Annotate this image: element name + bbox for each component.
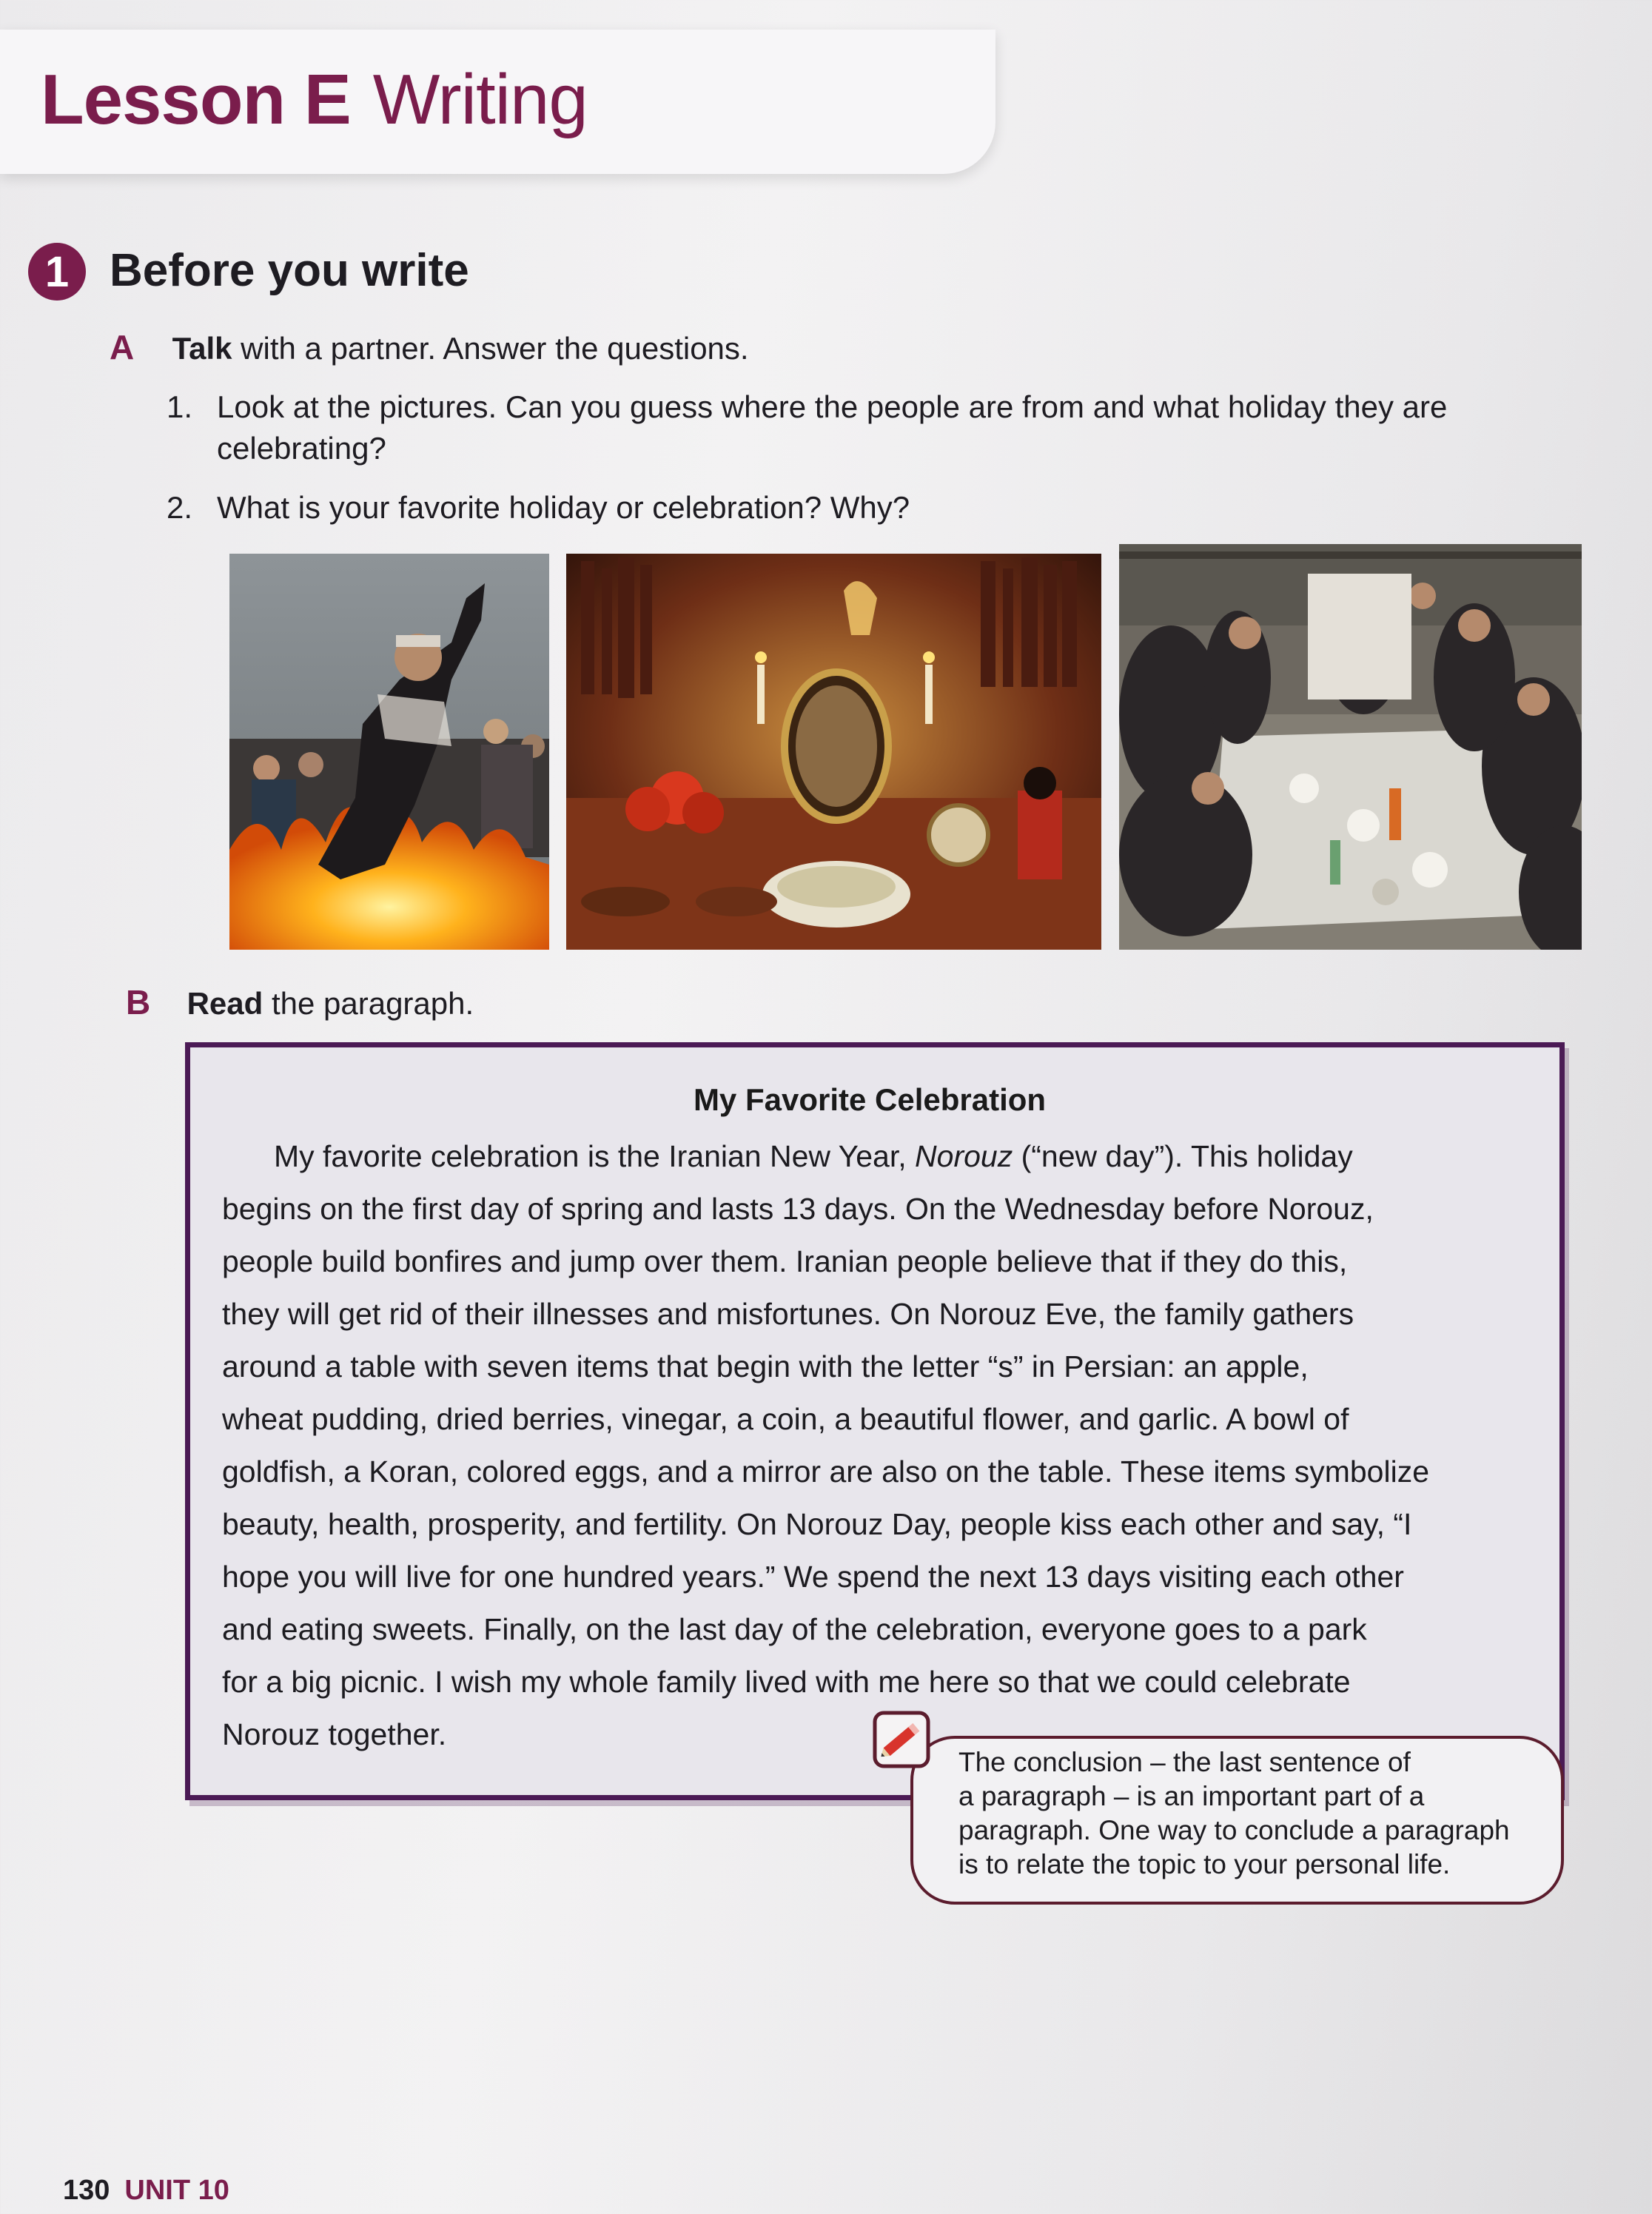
paragraph-line: hope you will live for one hundred years.” We spend the next 13 days visiting each other xyxy=(222,1560,1404,1594)
section-title: Before you write xyxy=(110,245,469,296)
exercise-a-text: with a partner. Answer the questions. xyxy=(232,331,749,366)
bonfire-jump-photo xyxy=(229,554,549,950)
lesson-title xyxy=(41,59,588,141)
tip-line: a paragraph – is an important part of a xyxy=(958,1781,1425,1811)
section-number-badge: 1 xyxy=(28,243,86,301)
unit-label: UNIT 10 xyxy=(124,2175,229,2206)
picnic-photo xyxy=(1119,544,1582,950)
paragraph-line: beauty, health, prosperity, and fertility. On Norouz Day, people kiss each other and say, “I xyxy=(222,1507,1412,1541)
exercise-b-verb: Read xyxy=(187,986,263,1021)
reading-title: My Favorite Celebration xyxy=(693,1082,1047,1117)
exercise-a-instruction xyxy=(110,327,749,367)
question-number: 1. xyxy=(167,389,193,424)
page-footer xyxy=(63,2175,229,2207)
exercise-b-instruction xyxy=(126,982,474,1022)
paragraph-line: Norouz together. xyxy=(222,1717,447,1751)
paragraph-line: begins on the first day of spring and lasts 13 days. On the Wednesday before Norouz, xyxy=(222,1192,1374,1226)
tip-line: is to relate the topic to your personal life. xyxy=(958,1849,1451,1879)
paragraph-line: around a table with seven items that begin with the letter “s” in Persian: an apple, xyxy=(222,1349,1309,1383)
lesson-subtitle: Writing xyxy=(372,60,588,139)
lesson-label: Lesson E xyxy=(41,60,351,139)
question-text: What is your favorite holiday or celebration? Why? xyxy=(217,490,910,525)
paragraph-line: they will get rid of their illnesses and misfortunes. On Norouz Eve, the family gathers xyxy=(222,1297,1354,1331)
exercise-b-letter: B xyxy=(126,983,151,1022)
paragraph-line: and eating sweets. Finally, on the last day of the celebration, everyone goes to a park xyxy=(222,1612,1367,1646)
question-2 xyxy=(167,487,1610,531)
question-text: Look at the pictures. Can you guess where the people are from and what holiday they are celebrating? xyxy=(217,389,1448,466)
pencil-icon xyxy=(872,1710,931,1769)
paragraph-line: My favorite celebration is the Iranian New Year, Norouz (“new day”). This holiday xyxy=(274,1139,1353,1173)
tip-line: paragraph. One way to conclude a paragraph xyxy=(958,1815,1510,1845)
question-number: 2. xyxy=(167,490,193,525)
exercise-a-verb: Talk xyxy=(172,331,232,366)
tip-line: The conclusion – the last sentence of xyxy=(958,1747,1411,1777)
page-number: 130 xyxy=(63,2175,110,2206)
tip-text xyxy=(958,1745,1510,1882)
paragraph-line: wheat pudding, dried berries, vinegar, a coin, a beautiful flower, and garlic. A bowl of xyxy=(222,1402,1349,1436)
exercise-b-text: the paragraph. xyxy=(263,986,474,1021)
paragraph-line: people build bonfires and jump over them. Iranian people believe that if they do this, xyxy=(222,1244,1348,1278)
paragraph-line: goldfish, a Koran, colored eggs, and a mirror are also on the table. These items symbolize xyxy=(222,1455,1429,1489)
reading-box xyxy=(185,1042,1565,1800)
question-1 xyxy=(167,386,1610,475)
haft-sin-table-photo xyxy=(566,554,1101,950)
paragraph-line: for a big picnic. I wish my whole family lived with me here so that we could celebrate xyxy=(222,1665,1351,1699)
exercise-a-letter: A xyxy=(110,328,135,366)
